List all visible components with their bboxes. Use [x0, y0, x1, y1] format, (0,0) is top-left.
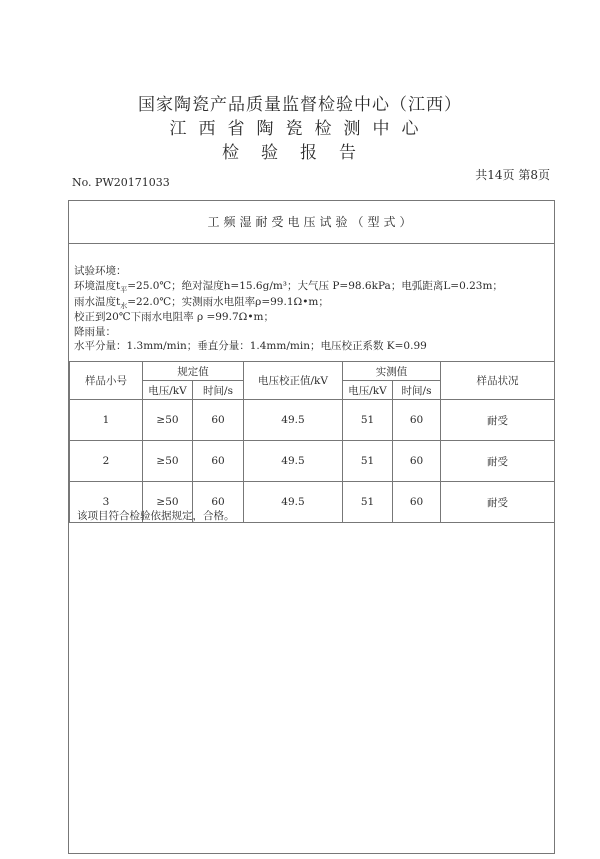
- subheader-meas-voltage: 电压/kV: [343, 381, 393, 400]
- rain-heading: 降雨量：: [74, 326, 116, 338]
- cell-spec-time: 60: [193, 482, 244, 523]
- cell-sample-no: 1: [70, 400, 143, 441]
- table-row: [70, 400, 555, 441]
- cell-spec-voltage: ≥50: [143, 441, 193, 482]
- cell-meas-voltage: 51: [343, 482, 393, 523]
- cell-status: 耐受: [441, 482, 555, 523]
- cell-corrected-voltage: 49.5: [244, 482, 343, 523]
- corrected-resistivity: 校正到20℃下雨水电阻率 ρ =99.7Ω•m；: [74, 311, 274, 323]
- table-row: [70, 441, 555, 482]
- cell-corrected-voltage: 49.5: [244, 400, 343, 441]
- env-conditions: [74, 278, 503, 295]
- cell-spec-time: 60: [193, 441, 244, 482]
- cell-spec-time: 60: [193, 400, 244, 441]
- header-corrected-voltage: 电压校正值/kV: [244, 362, 343, 400]
- rain-amount: 水平分量：1.3mm/min；垂直分量：1.4mm/min；电压校正系数 K=0.99: [74, 340, 427, 352]
- cell-sample-no: 3: [70, 482, 143, 523]
- table-header-row: [70, 362, 555, 381]
- cell-meas-time: 60: [393, 441, 441, 482]
- cell-spec-voltage: ≥50: [143, 400, 193, 441]
- header-specified: 规定值: [143, 362, 244, 381]
- header-measured: 实测值: [343, 362, 441, 381]
- subheader-spec-time: 时间/s: [193, 381, 244, 400]
- subheader-meas-time: 时间/s: [393, 381, 441, 400]
- institution-name: 国家陶瓷产品质量监督检验中心（江西）: [138, 95, 462, 115]
- rain-temp-value: =22.0℃；实测雨水电阻率ρ=99.1Ω•m；: [127, 296, 329, 308]
- header-sample-no: 样品小号: [70, 362, 143, 400]
- env-temp-sub: 平: [120, 286, 128, 295]
- cell-meas-voltage: 51: [343, 441, 393, 482]
- cell-meas-time: 60: [393, 400, 441, 441]
- env-temp-label: 环境温度t: [74, 280, 121, 292]
- rain-temp-label: 雨水温度t: [74, 296, 121, 308]
- test-title: 工频湿耐受电压试验（型式）: [69, 201, 554, 244]
- rain-temp-sub: 水: [120, 302, 128, 311]
- cell-status: 耐受: [441, 441, 555, 482]
- header-sample-status: 样品状况: [441, 362, 555, 400]
- cell-sample-no: 2: [70, 441, 143, 482]
- subheader-spec-voltage: 电压/kV: [143, 381, 193, 400]
- center-name: 江西省陶瓷检测中心: [169, 119, 431, 139]
- cell-corrected-voltage: 49.5: [244, 441, 343, 482]
- env-temp-value: =25.0℃；绝对湿度h=15.6g/m³；大气压 P=98.6kPa；电弧距离L=0.23m；: [127, 280, 503, 292]
- page-info: 共14页 第8页: [475, 168, 550, 182]
- results-table: [69, 361, 555, 523]
- cell-spec-voltage: ≥50: [143, 482, 193, 523]
- report-title: 检验报告: [222, 143, 378, 163]
- conditions-heading: 试验环境：: [74, 265, 127, 277]
- cell-meas-time: 60: [393, 482, 441, 523]
- report-number: No. PW20171033: [72, 176, 170, 189]
- cell-meas-voltage: 51: [343, 400, 393, 441]
- cell-status: 耐受: [441, 400, 555, 441]
- report-frame: [68, 200, 555, 854]
- conclusion: 该项目符合检验依据规定，合格。: [77, 510, 235, 522]
